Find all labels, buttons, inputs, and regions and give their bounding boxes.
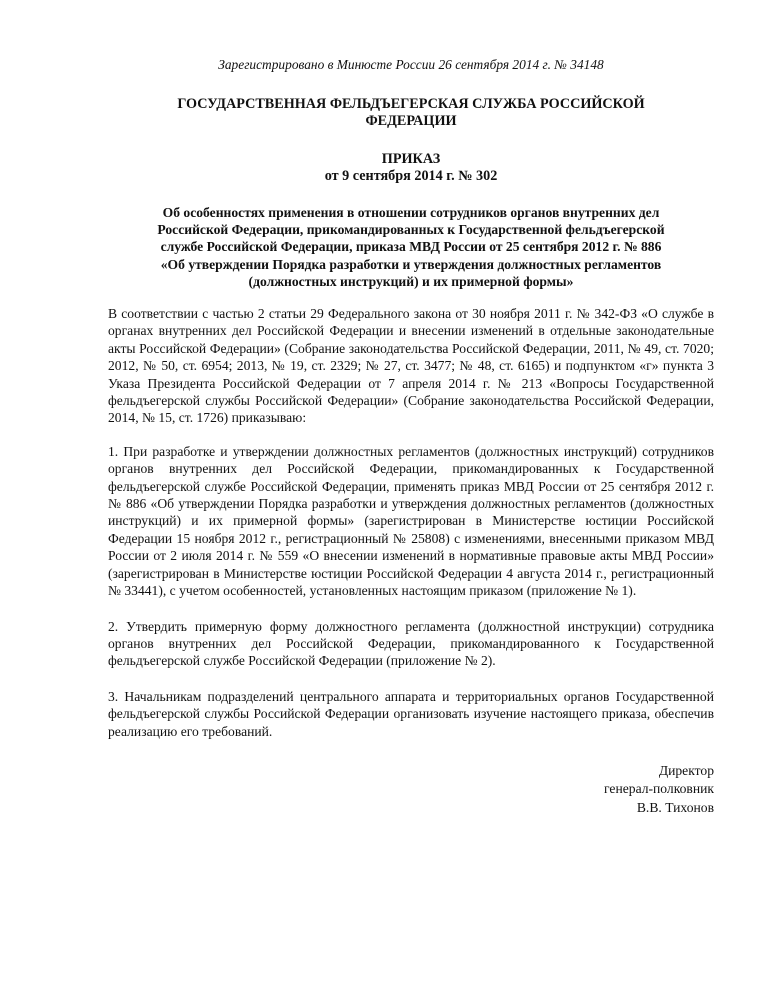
item-3-paragraph: 3. Начальникам подразделений центрального аппарата и территориальных органов Государственной фельдъегерской службы Российской Федерации организовать изучение настоящего приказа, обеспечив реализацию его требований. xyxy=(108,688,714,739)
registration-note: Зарегистрировано в Минюсте России 26 сентября 2014 г. № 34148 xyxy=(218,57,604,72)
order-title: ПРИКАЗ xyxy=(381,151,441,167)
order-date: от 9 сентября 2014 г. № 302 xyxy=(324,168,498,184)
signature-block xyxy=(108,762,714,817)
agency-name-line-1: ГОСУДАРСТВЕННАЯ ФЕЛЬДЪЕГЕРСКАЯ СЛУЖБА РОССИЙСКОЙ xyxy=(177,96,645,112)
signature-name: В.В. Тихонов xyxy=(636,799,714,815)
subject-line-1: Об особенностях применения в отношении сотрудников органов внутренних дел xyxy=(162,205,660,220)
item-1-paragraph: 1. При разработке и утверждении должностных регламентов (должностных инструкций) сотрудников органов внутренних дел Российской Федерации, прикомандированных к Государственной фельдъегерской службе Российской Федерации, применять приказ МВД России от 25 сентября 2012 г. № 886 «Об утверждении Порядка разработки и утверждения должностных регламентов (должностных инструкций) и их примерной формы» (зарегистрирован в Министерстве юстиции Российской Федерации 15 ноября 2012 г., регистрационный № 25808) с изменениями, внесенными приказом МВД России от 2 июля 2014 г. № 559 «О внесении изменений в нормативные правовые акты МВД России» (зарегистрирован в Министерстве юстиции Российской Федерации 4 августа 2014 г., регистрационный № 33441), с учетом особенностей, установленных настоящим приказом (приложение № 1). xyxy=(108,443,714,599)
signature-position: Директор xyxy=(658,762,714,778)
signature-rank: генерал-полковник xyxy=(604,781,714,797)
preamble-paragraph: В соответствии с частью 2 статьи 29 Федерального закона от 30 ноября 2011 г. № 342-ФЗ «О службе в органах внутренних дел Российской Федерации и внесении изменений в отдельные законодательные акты Российской Федерации» (Собрание законодательства Российской Федерации, 2011, № 49, ст. 7020; 2012, № 50, ст. 6954; 2013, № 19, ст. 2329; № 27, ст. 3477; № 48, ст. 6165) и подпунктом «г» пункта 3 Указа Президента Российской Федерации от 7 апреля 2014 г. № 213 «Вопросы Государственной фельдъегерской службы Российской Федерации» (Собрание законодательства Российской Федерации, 2014, № 15, ст. 1726) приказываю: xyxy=(108,306,714,426)
subject-line-2: Российской Федерации, прикомандированных к Государственной фельдъегерской xyxy=(157,222,665,238)
item-2-paragraph: 2. Утвердить примерную форму должностного регламента (должностной инструкции) сотрудника органов внутренних дел Российской Федерации, прикомандированного к Государственной фельдъегерской службе Российской Федерации (приложение № 2). xyxy=(108,618,714,669)
agency-name-line-2: ФЕДЕРАЦИИ xyxy=(365,113,457,129)
subject-line-4: «Об утверждении Порядка разработки и утверждения должностных регламентов xyxy=(160,256,662,272)
order-subject xyxy=(108,204,714,290)
document-page xyxy=(108,56,714,817)
subject-line-5: (должностных инструкций) и их примерной формы» xyxy=(248,273,574,289)
subject-line-3: службе Российской Федерации, приказа МВД России от 25 сентября 2012 г. № 886 xyxy=(160,239,662,255)
agency-name xyxy=(108,96,714,130)
